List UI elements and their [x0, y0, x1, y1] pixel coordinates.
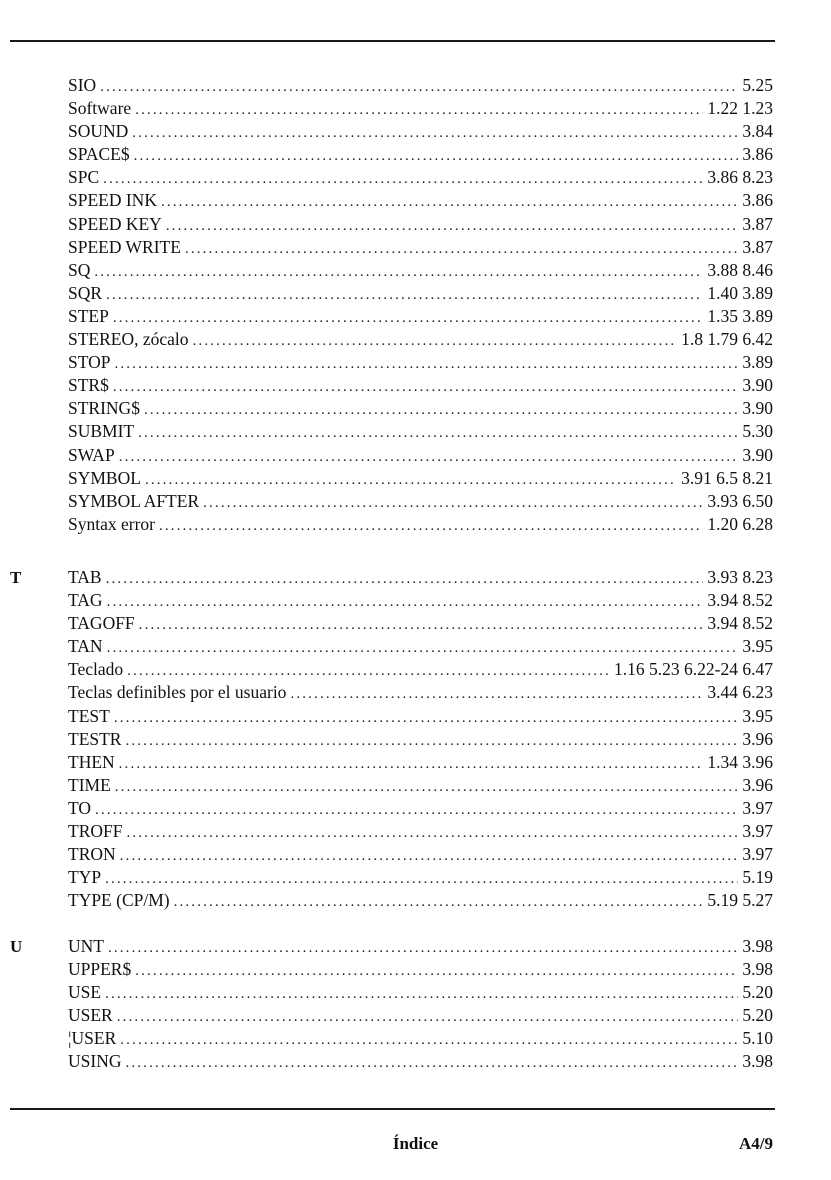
index-entry [68, 681, 773, 704]
entry-pages: 3.96 [742, 774, 773, 795]
dot-leader [139, 614, 704, 637]
entry-term: SPACE$ [68, 144, 130, 165]
entry-term: TO [68, 797, 92, 818]
dot-leader [107, 637, 739, 660]
index-entry [68, 1004, 773, 1027]
bottom-rule [10, 1108, 775, 1110]
entry-pages: 5.30 [742, 421, 773, 442]
dot-leader [114, 707, 739, 730]
entry-pages: 3.91 6.5 8.21 [681, 467, 773, 488]
entry-pages: 3.86 [742, 190, 773, 211]
entry-pages: 5.20 [742, 1005, 773, 1026]
index-entry-list [68, 566, 773, 912]
index-entry [68, 981, 773, 1004]
entry-pages: 3.90 [742, 375, 773, 396]
entry-term: TIME [68, 774, 111, 795]
entry-term: SWAP [68, 444, 115, 465]
entry-pages: 5.25 [742, 75, 773, 95]
dot-leader [94, 261, 703, 284]
dot-leader [106, 284, 703, 307]
entry-term: SYMBOL [68, 467, 141, 488]
index-entry [68, 589, 773, 612]
entry-term: SPEED KEY [68, 213, 162, 234]
entry-pages: 3.86 [742, 144, 773, 165]
entry-term: TAB [68, 567, 102, 587]
entry-pages: 1.16 5.23 6.22-24 6.47 [614, 659, 773, 680]
index-entry [68, 189, 773, 212]
index-entry-list [68, 935, 773, 1074]
index-entry [68, 490, 773, 513]
index-entry [68, 635, 773, 658]
entry-pages: 3.96 [742, 728, 773, 749]
index-entry [68, 166, 773, 189]
dot-leader [144, 399, 738, 422]
entry-term: STEREO, zócalo [68, 329, 189, 350]
entry-term: TYPE (CP/M) [68, 890, 170, 911]
entry-term: SOUND [68, 121, 129, 142]
entry-pages: 3.98 [742, 1051, 773, 1072]
index-entry [68, 889, 773, 912]
index-entry [68, 259, 773, 282]
index-entry [68, 213, 773, 236]
dot-leader [103, 168, 703, 191]
index-entry [68, 374, 773, 397]
index-entry [68, 774, 773, 797]
entry-pages: 3.93 8.23 [707, 567, 773, 587]
entry-pages: 3.84 [742, 121, 773, 142]
index-entry [68, 328, 773, 351]
entry-pages: 1.40 3.89 [707, 282, 773, 303]
index-entry [68, 612, 773, 635]
dot-leader [108, 937, 738, 960]
index-entry [68, 958, 773, 981]
entry-pages: 3.86 8.23 [707, 167, 773, 188]
entry-term: STEP [68, 305, 109, 326]
dot-leader [113, 376, 739, 399]
entry-pages: 3.98 [742, 936, 773, 956]
dot-leader [107, 591, 704, 614]
entry-term: TYP [68, 867, 102, 888]
dot-leader [135, 960, 738, 983]
dot-leader [119, 446, 739, 469]
dot-leader [120, 845, 739, 868]
entry-term: STRING$ [68, 398, 140, 419]
entry-pages: 3.88 8.46 [707, 259, 773, 280]
index-entry [68, 305, 773, 328]
entry-term: SQ [68, 259, 91, 280]
footer-page-number: A4/9 [739, 1134, 773, 1153]
entry-pages: 3.97 [742, 821, 773, 842]
entry-pages: 3.94 8.52 [707, 613, 773, 634]
entry-term: TESTR [68, 728, 122, 749]
index-entry [68, 1027, 773, 1050]
entry-term: USING [68, 1051, 122, 1072]
index-entry [68, 820, 773, 843]
index-entry [68, 751, 773, 774]
dot-leader [95, 799, 738, 822]
entry-term: STOP [68, 352, 111, 373]
entry-term: USER [68, 1005, 113, 1026]
entry-pages: 3.89 [742, 352, 773, 373]
entry-pages: 1.34 3.96 [707, 751, 773, 772]
dot-leader [119, 753, 704, 776]
entry-term: SYMBOL AFTER [68, 490, 200, 511]
entry-pages: 5.19 5.27 [707, 890, 773, 911]
entry-term: TAG [68, 590, 103, 611]
entry-term: SPC [68, 167, 100, 188]
index-entry [68, 728, 773, 751]
entry-pages: 3.95 [742, 705, 773, 726]
entry-term: Software [68, 98, 132, 119]
dot-leader [100, 76, 738, 99]
dot-leader [125, 1052, 738, 1075]
entry-term: Syntax error [68, 513, 155, 534]
index-entry [68, 566, 773, 589]
entry-term: STR$ [68, 375, 109, 396]
dot-leader [105, 983, 738, 1006]
index-entry [68, 935, 773, 958]
index-entry [68, 705, 773, 728]
dot-leader [105, 868, 738, 891]
entry-term: SUBMIT [68, 421, 135, 442]
entry-term: TAN [68, 636, 103, 657]
entry-pages: 3.98 [742, 959, 773, 980]
entry-pages: 3.44 6.23 [707, 682, 773, 703]
index-entry [68, 866, 773, 889]
entry-pages: 3.94 8.52 [707, 590, 773, 611]
dot-leader [290, 683, 703, 706]
entry-pages: 1.22 1.23 [707, 98, 773, 119]
entry-term: UPPER$ [68, 959, 132, 980]
index-entry [68, 658, 773, 681]
index-entry [68, 444, 773, 467]
entry-term: TROFF [68, 821, 123, 842]
entry-pages: 1.35 3.89 [707, 305, 773, 326]
entry-pages: 3.87 [742, 236, 773, 257]
dot-leader [145, 469, 677, 492]
entry-term: TEST [68, 705, 110, 726]
entry-term: TRON [68, 844, 116, 865]
dot-leader [135, 99, 703, 122]
dot-leader [114, 353, 738, 376]
dot-leader [125, 730, 738, 753]
entry-pages: 3.97 [742, 797, 773, 818]
entry-pages: 3.95 [742, 636, 773, 657]
dot-leader [115, 776, 739, 799]
entry-term: SPEED WRITE [68, 236, 181, 257]
dot-leader [113, 307, 704, 330]
dot-leader [138, 422, 738, 445]
entry-pages: 5.19 [742, 867, 773, 888]
dot-leader [161, 191, 738, 214]
dot-leader [117, 1006, 739, 1029]
dot-leader [174, 891, 704, 914]
index-entry [68, 1050, 773, 1073]
entry-term: TAGOFF [68, 613, 135, 634]
entry-pages: 1.8 1.79 6.42 [681, 329, 773, 350]
dot-leader [106, 568, 704, 591]
entry-term: SQR [68, 282, 103, 303]
entry-pages: 3.97 [742, 844, 773, 865]
index-entry [68, 351, 773, 374]
top-rule [10, 40, 775, 42]
dot-leader [126, 822, 738, 845]
index-entry-list [68, 74, 773, 536]
index-entry [68, 282, 773, 305]
index-entry [68, 97, 773, 120]
index-entry [68, 74, 773, 97]
dot-leader [193, 330, 678, 353]
entry-term: SPEED INK [68, 190, 157, 211]
dot-leader [134, 145, 739, 168]
index-entry [68, 120, 773, 143]
index-entry [68, 420, 773, 443]
dot-leader [120, 1029, 738, 1052]
section-letter: T [10, 568, 22, 587]
entry-pages: 3.90 [742, 444, 773, 465]
entry-pages: 1.20 6.28 [707, 513, 773, 534]
entry-pages: 3.87 [742, 213, 773, 234]
index-entry [68, 513, 773, 536]
entry-term: Teclado [68, 659, 124, 680]
dot-leader [132, 122, 738, 145]
index-entry [68, 143, 773, 166]
index-entry [68, 797, 773, 820]
entry-term: UNT [68, 936, 104, 956]
entry-term: ¦USER [68, 1028, 117, 1049]
dot-leader [159, 515, 703, 538]
entry-term: THEN [68, 751, 115, 772]
footer-title: Índice [392, 1134, 439, 1153]
entry-pages: 5.20 [742, 982, 773, 1003]
section-letter: U [10, 937, 23, 956]
dot-leader [185, 238, 738, 261]
index-entry [68, 843, 773, 866]
index-entry [68, 467, 773, 490]
index-entry [68, 397, 773, 420]
entry-term: SIO [68, 75, 97, 95]
entry-pages: 3.90 [742, 398, 773, 419]
dot-leader [203, 492, 703, 515]
dot-leader [127, 660, 610, 683]
entry-pages: 3.93 6.50 [707, 490, 773, 511]
entry-term: Teclas definibles por el usuario [68, 682, 287, 703]
entry-pages: 5.10 [742, 1028, 773, 1049]
entry-term: USE [68, 982, 102, 1003]
index-entry [68, 236, 773, 259]
dot-leader [166, 215, 739, 238]
